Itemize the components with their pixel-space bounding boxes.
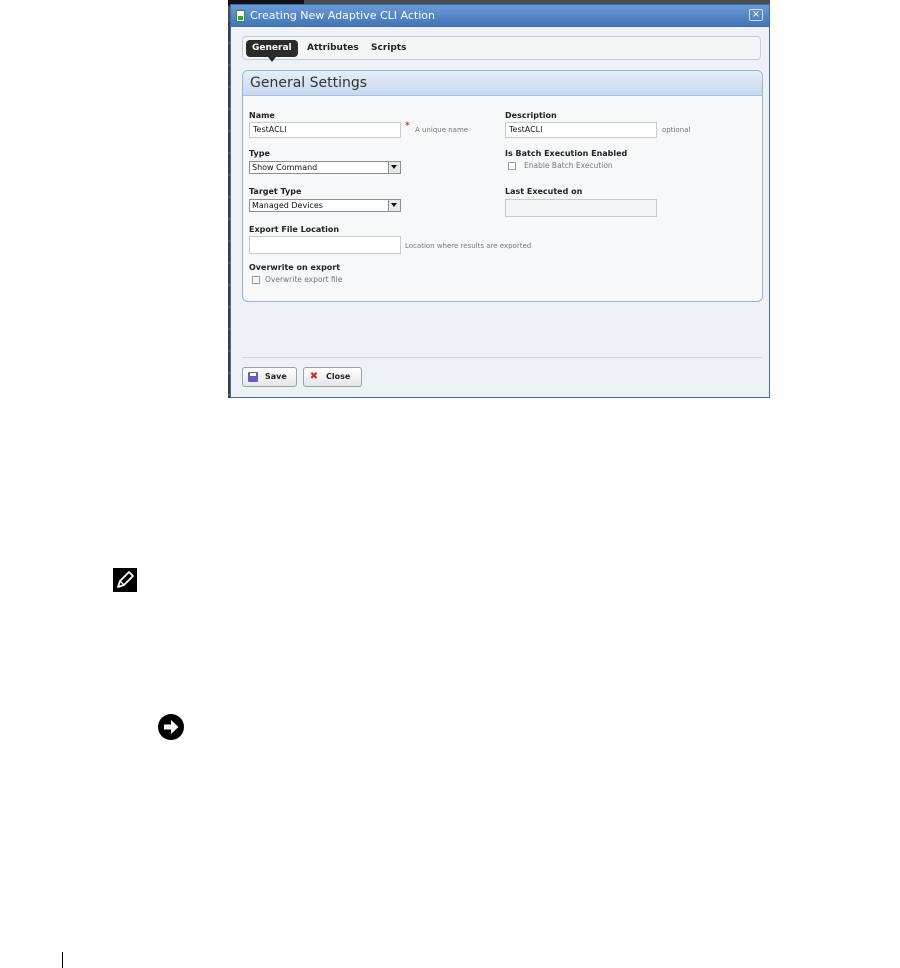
batch-checkbox[interactable] [508, 162, 516, 170]
export-location-hint: Location where results are exported [405, 242, 532, 250]
dialog-titlebar [231, 5, 769, 27]
overwrite-checkbox-label: Overwrite export file [265, 275, 343, 284]
arrow-caution-icon [157, 713, 185, 741]
target-type-select[interactable] [249, 199, 401, 212]
overwrite-checkbox[interactable] [252, 276, 260, 284]
type-select[interactable] [249, 161, 401, 174]
close-button-label: Close [326, 372, 351, 381]
tab-scripts[interactable]: Scripts [371, 43, 407, 53]
description-label: Description [505, 111, 557, 120]
overwrite-label: Overwrite on export [249, 263, 341, 272]
tab-bar [242, 36, 761, 60]
tab-general[interactable]: General [246, 40, 298, 57]
type-label: Type [249, 149, 270, 158]
close-icon: ✖ [309, 371, 319, 382]
target-type-selected-value: Managed Devices [252, 201, 323, 210]
batch-checkbox-label: Enable Batch Execution [524, 161, 613, 170]
adaptive-cli-dialog [230, 4, 770, 398]
export-location-input[interactable] [249, 236, 401, 254]
chevron-down-icon[interactable] [388, 162, 400, 173]
type-selected-value: Show Command [252, 163, 318, 172]
dialog-title: Creating New Adaptive CLI Action [250, 9, 435, 22]
panel-title: General Settings [250, 75, 368, 91]
required-icon: * [405, 121, 410, 131]
batch-label: Is Batch Execution Enabled [505, 149, 628, 158]
last-executed-field [505, 199, 657, 217]
target-type-label: Target Type [249, 187, 302, 196]
save-icon [248, 372, 258, 382]
page-margin-rule [62, 952, 63, 968]
save-button-label: Save [265, 372, 287, 381]
panel-header [243, 71, 762, 96]
last-executed-label: Last Executed on [505, 187, 583, 196]
description-input[interactable]: TestACLI [505, 122, 657, 138]
name-input[interactable]: TestACLI [249, 122, 401, 138]
document-icon [236, 10, 245, 22]
save-button[interactable] [242, 367, 297, 387]
screenshot-figure [228, 0, 770, 398]
footer-divider [242, 357, 763, 358]
name-label: Name [249, 111, 275, 120]
chevron-down-icon[interactable] [388, 200, 400, 211]
pencil-note-icon [113, 568, 137, 592]
tab-attributes[interactable]: Attributes [307, 43, 359, 53]
close-button[interactable] [303, 367, 362, 387]
export-location-label: Export File Location [249, 225, 340, 234]
description-hint: optional [662, 126, 691, 134]
general-settings-panel [242, 70, 763, 302]
name-hint: A unique name [415, 126, 469, 134]
close-icon[interactable]: × [749, 9, 763, 21]
